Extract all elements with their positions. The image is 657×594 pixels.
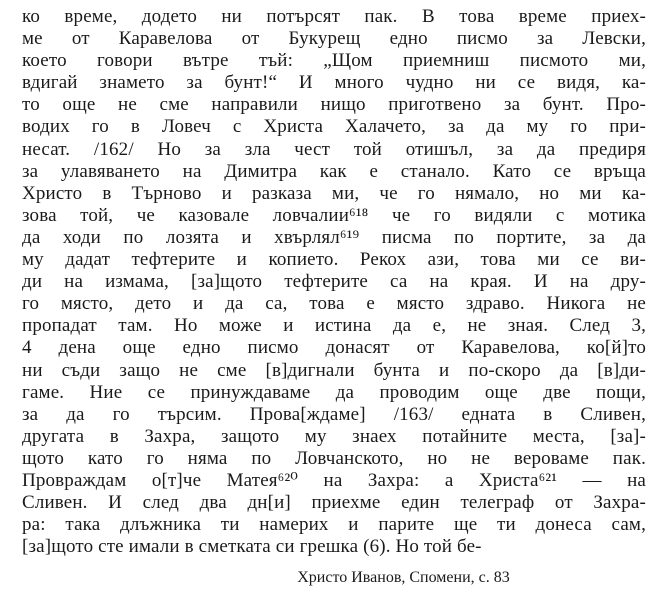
text-line: ни съди защо не сме [в]дигнали бунта и по-скоро да [в]ди-: [22, 359, 646, 381]
text-line: ра: така длъжника ти намерих и парите ще ти донеса сам,: [22, 514, 646, 536]
body-text: [22, 6, 646, 558]
text-line: [за]щото сте имали в сметката си грешка (6). Но той бе-: [22, 536, 482, 558]
text-line: вдигай знамето за бунт!“ И много чудно ни се видя, ка-: [22, 72, 646, 94]
text-line: за улавяването на Димитра как е станало. Като се връща: [22, 160, 646, 182]
text-line: водих го в Ловеч с Христа Халачето, за да му го при-: [22, 116, 646, 138]
text-line: ме от Каравелова от Букурещ едно писмо за Левски,: [22, 28, 646, 50]
text-line: 4 дена още едно писмо донасят от Каравелова, ко[й]то: [22, 337, 646, 359]
text-line: ко време, додето ни потърсят пак. В това време приех-: [22, 6, 646, 27]
text-line: за да го търсим. Прова[ждаме] /163/ едната в Сливен,: [22, 403, 646, 425]
source-caption: Христо Иванов, Спомени, с. 83: [297, 569, 510, 586]
text-line: което говори вътре тъй: „Щом приемниш писмото ми,: [22, 50, 646, 72]
text-line: му дадат тефтерите и копието. Рекох ази, това ми се ви-: [22, 249, 646, 271]
text-line: другата в Захра, защото му знаех потайните места, [за]-: [22, 425, 646, 447]
text-line: гаме. Ние се принуждаваме да проводим още две пощи,: [22, 381, 646, 403]
text-line: Провраждам о[т]че Матея⁶²⁰ на Захра: а Христа⁶²¹ — на: [22, 469, 646, 491]
text-line: то още не сме направили нищо приготвено за бунт. Про-: [22, 94, 646, 116]
text-line: да ходи по лозята и хвърлял⁶¹⁹ писма по портите, за да: [22, 226, 646, 248]
text-line: Христо в Търново и разказа ми, че го нямало, но ми ка-: [22, 182, 646, 204]
text-line: зова той, че казовале ловчалии⁶¹⁸ че го видяли с мотика: [22, 204, 646, 226]
text-line: ди на измама, [за]щото тефтерите са на края. И на дру-: [22, 271, 646, 293]
text-line: Сливен. И след два дн[и] приехме един телеграф от Захра-: [22, 492, 646, 514]
text-line: щото като го няма по Ловчанското, но не вероваме пак.: [22, 447, 646, 469]
text-line: несат. /162/ Но за зла чест той отишъл, за да предиря: [22, 138, 646, 160]
text-line: пропадат там. Но може и истина да е, не зная. След 3,: [22, 315, 646, 337]
text-line: го място, дето и да са, това е място здраво. Никога не: [22, 293, 646, 315]
